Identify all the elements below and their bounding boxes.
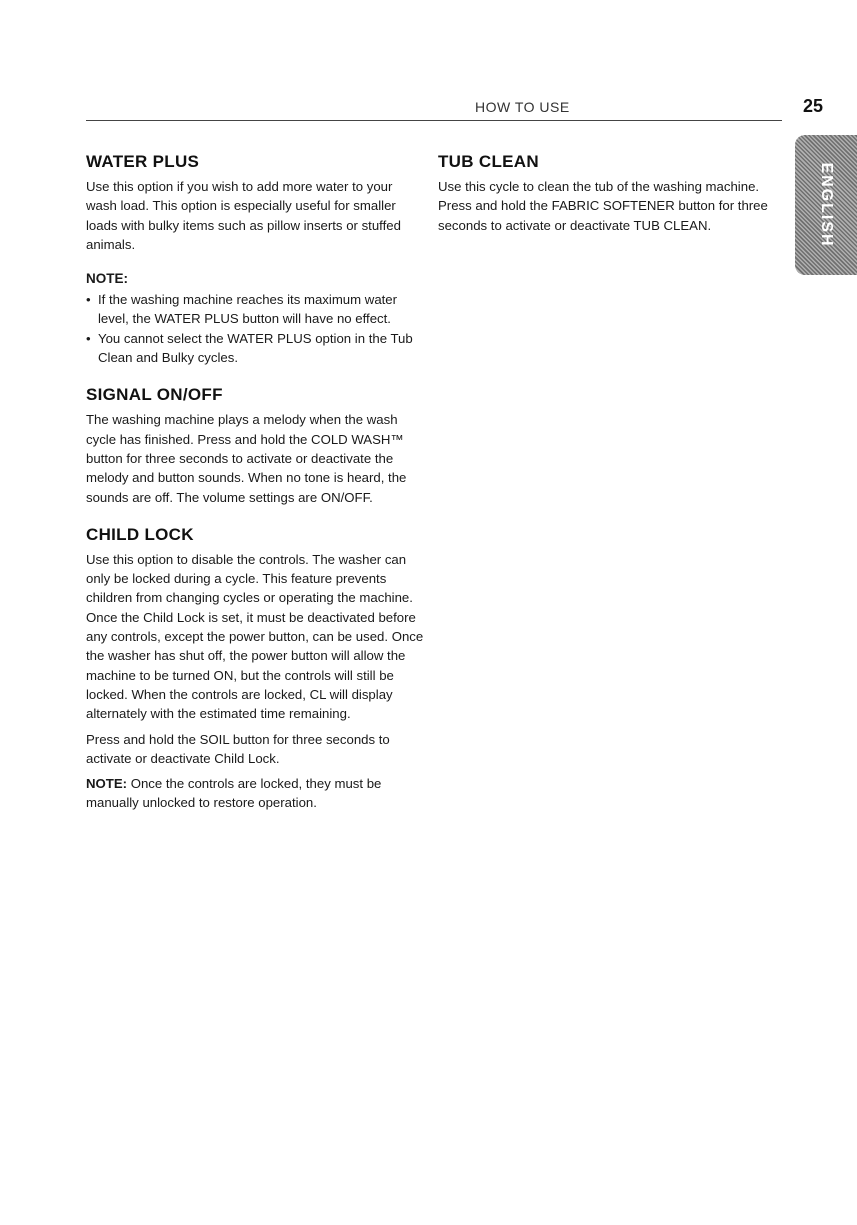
language-tab-label: ENGLISH [818, 162, 835, 248]
child-lock-instructions: Press and hold the SOIL button for three seconds to activate or deactivate Child Lock. [86, 731, 390, 766]
signal-section [86, 385, 424, 506]
tub-clean-section [438, 152, 771, 235]
child-lock-title: CHILD LOCK [86, 524, 194, 544]
note-item: • If the washing machine reaches its maximum water level, the WATER PLUS button will have no effect. [86, 290, 424, 329]
page-number: 25 [803, 96, 824, 116]
header-divider [86, 120, 782, 121]
language-tab [795, 135, 857, 275]
water-plus-title: WATER PLUS [86, 152, 200, 171]
child-lock-body: Use this option to disable the controls. The washer can only be locked during a cycle. This feature prevents children from changing cycles or operating the machine. Once the Child Lock is set, it must be deactivated before any controls, except the power button, can be used. Once the washer has shut off, the power button will allow the machine to be turned ON, but the controls will still be locked. When the controls are locked, CL will display alternately with the estimated time remaining. [86, 551, 424, 722]
tub-clean-body: Use this cycle to clean the tub of the washing machine. [438, 179, 760, 194]
right-column [438, 152, 771, 253]
child-lock-note [86, 774, 424, 813]
child-lock-note-label: NOTE: [86, 776, 128, 792]
water-plus-body: Use this option if you wish to add more water to your wash load. This option is especially useful for smaller loads with bulky items such as pillow inserts or stuffed animals. [86, 179, 401, 252]
note-item: • You cannot select the WATER PLUS option in the Tub Clean and Bulky cycles. [86, 329, 424, 368]
tub-clean-title: TUB CLEAN [438, 152, 539, 171]
child-lock-section [86, 525, 424, 813]
left-column [86, 152, 424, 831]
header-section-title: HOW TO USE [475, 99, 570, 115]
tub-clean-instructions: Press and hold the FABRIC SOFTENER button for three seconds to activate or deactivate TUB CLEAN. [438, 198, 768, 233]
water-plus-notes [86, 290, 424, 367]
child-lock-note-text: Once the controls are locked, they must be manually unlocked to restore operation. [86, 776, 382, 811]
signal-title: SIGNAL ON/OFF [86, 385, 223, 405]
water-plus-note-title: NOTE: [86, 271, 128, 287]
signal-body: The washing machine plays a melody when the wash cycle has finished. Press and hold the COLD WASH™ button for three seconds to activate or deactivate the melody and button sounds. When no tone is heard, the sounds are off. The volume settings are ON/OFF. [86, 412, 407, 505]
water-plus-section [86, 152, 424, 367]
